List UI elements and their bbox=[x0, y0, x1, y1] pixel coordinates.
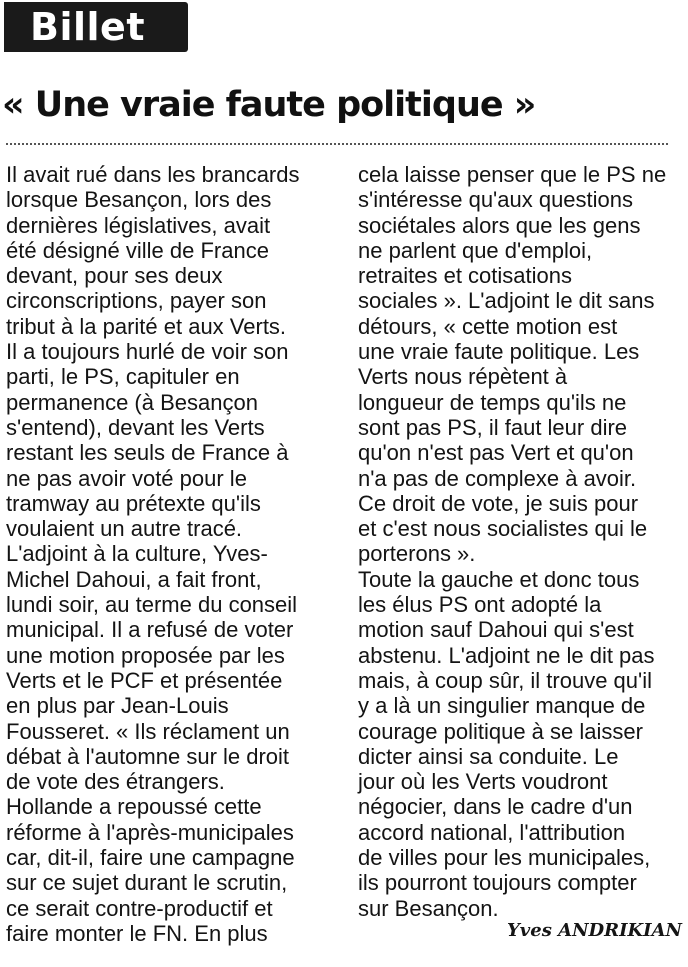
text-line: détours, « cette motion est bbox=[358, 313, 618, 339]
text-line: une motion proposée par les bbox=[6, 642, 285, 668]
text-line: devant, pour ses deux bbox=[6, 263, 223, 289]
text-line: courage politique à se laisser bbox=[358, 718, 643, 744]
text-line: de vote des étrangers. bbox=[6, 769, 225, 795]
text-line: dernières législatives, avait bbox=[6, 212, 271, 238]
text-line: permanence (à Besançon bbox=[6, 389, 258, 415]
left-text-column bbox=[6, 162, 326, 946]
text-line: ce serait contre-productif et bbox=[6, 895, 273, 921]
text-line: Fousseret. « Ils réclament un bbox=[6, 718, 290, 744]
right-text-column bbox=[358, 162, 680, 921]
text-line: y a là un singulier manque de bbox=[358, 693, 646, 719]
text-line: sociales ». L'adjoint le dit sans bbox=[358, 288, 655, 314]
text-line: jour où les Verts voudront bbox=[358, 769, 608, 795]
text-line: sur ce sujet durant le scrutin, bbox=[6, 870, 288, 896]
text-line: sur Besançon. bbox=[358, 895, 499, 921]
text-line: été désigné ville de France bbox=[6, 237, 269, 263]
text-line: municipal. Il a refusé de voter bbox=[6, 617, 294, 643]
text-line: lorsque Besançon, lors des bbox=[6, 187, 272, 213]
text-line: circonscriptions, payer son bbox=[6, 288, 267, 314]
author-signature: Yves ANDRIKIAN bbox=[506, 920, 682, 941]
text-line: sont pas PS, il faut leur dire bbox=[358, 414, 628, 440]
rubric-label: Billet bbox=[30, 5, 145, 49]
text-line: Hollande a repoussé cette bbox=[6, 794, 262, 820]
text-line: Il avait rué dans les brancards bbox=[6, 162, 300, 187]
text-line: restant les seuls de France à bbox=[6, 440, 289, 466]
text-line: les élus PS ont adopté la bbox=[358, 592, 602, 618]
text-line: et c'est nous socialistes qui le bbox=[358, 516, 648, 542]
text-line: Il a toujours hurlé de voir son bbox=[6, 339, 289, 365]
text-line: parti, le PS, capituler en bbox=[6, 364, 240, 390]
text-line: ne parlent que d'emploi, bbox=[358, 237, 593, 263]
text-line: L'adjoint à la culture, Yves- bbox=[6, 541, 268, 567]
text-line: sociétales alors que les gens bbox=[358, 212, 641, 238]
text-line: qu'on n'est pas Vert et qu'on bbox=[358, 440, 634, 466]
text-line: cela laisse penser que le PS ne bbox=[358, 162, 667, 187]
text-line: tramway au prétexte qu'ils bbox=[6, 490, 261, 516]
text-line: Michel Dahoui, a fait front, bbox=[6, 566, 262, 592]
text-line: mais, à coup sûr, il trouve qu'il bbox=[358, 667, 653, 693]
text-line: accord national, l'attribution bbox=[358, 819, 626, 845]
article-headline: « Une vraie faute politique » bbox=[2, 85, 536, 125]
text-line: Verts et le PCF et présentée bbox=[6, 667, 283, 693]
text-line: dicter ainsi sa conduite. Le bbox=[358, 743, 619, 769]
text-line: abstenu. L'adjoint ne le dit pas bbox=[358, 642, 655, 668]
text-line: Verts nous répètent à bbox=[358, 364, 568, 390]
text-line: négocier, dans le cadre d'un bbox=[358, 794, 633, 820]
text-line: ils pourront toujours compter bbox=[358, 870, 637, 896]
text-line: réforme à l'après-municipales bbox=[6, 819, 294, 845]
text-line: débat à l'automne sur le droit bbox=[6, 743, 290, 769]
text-line: Ce droit de vote, je suis pour bbox=[358, 490, 639, 516]
dotted-separator bbox=[6, 143, 668, 145]
text-line: voulaient un autre tracé. bbox=[6, 516, 243, 542]
text-line: Toute la gauche et donc tous bbox=[358, 566, 640, 592]
text-line: faire monter le FN. En plus bbox=[6, 920, 268, 946]
text-line: n'a pas de complexe à avoir. bbox=[358, 465, 637, 491]
text-line: porterons ». bbox=[358, 541, 476, 567]
text-line: lundi soir, au terme du conseil bbox=[6, 592, 298, 618]
text-line: s'entend), devant les Verts bbox=[6, 414, 265, 440]
text-line: s'intéresse qu'aux questions bbox=[358, 187, 634, 213]
text-line: en plus par Jean-Louis bbox=[6, 693, 229, 719]
text-line: car, dit-il, faire une campagne bbox=[6, 845, 295, 871]
text-line: retraites et cotisations bbox=[358, 263, 572, 289]
text-line: une vraie faute politique. Les bbox=[358, 339, 640, 365]
text-line: tribut à la parité et aux Verts. bbox=[6, 313, 287, 339]
rubric-label-box bbox=[4, 2, 188, 52]
text-line: longueur de temps qu'ils ne bbox=[358, 389, 627, 415]
text-line: de villes pour les municipales, bbox=[358, 845, 651, 871]
text-line: ne pas avoir voté pour le bbox=[6, 465, 247, 491]
text-line: motion sauf Dahoui qui s'est bbox=[358, 617, 634, 643]
